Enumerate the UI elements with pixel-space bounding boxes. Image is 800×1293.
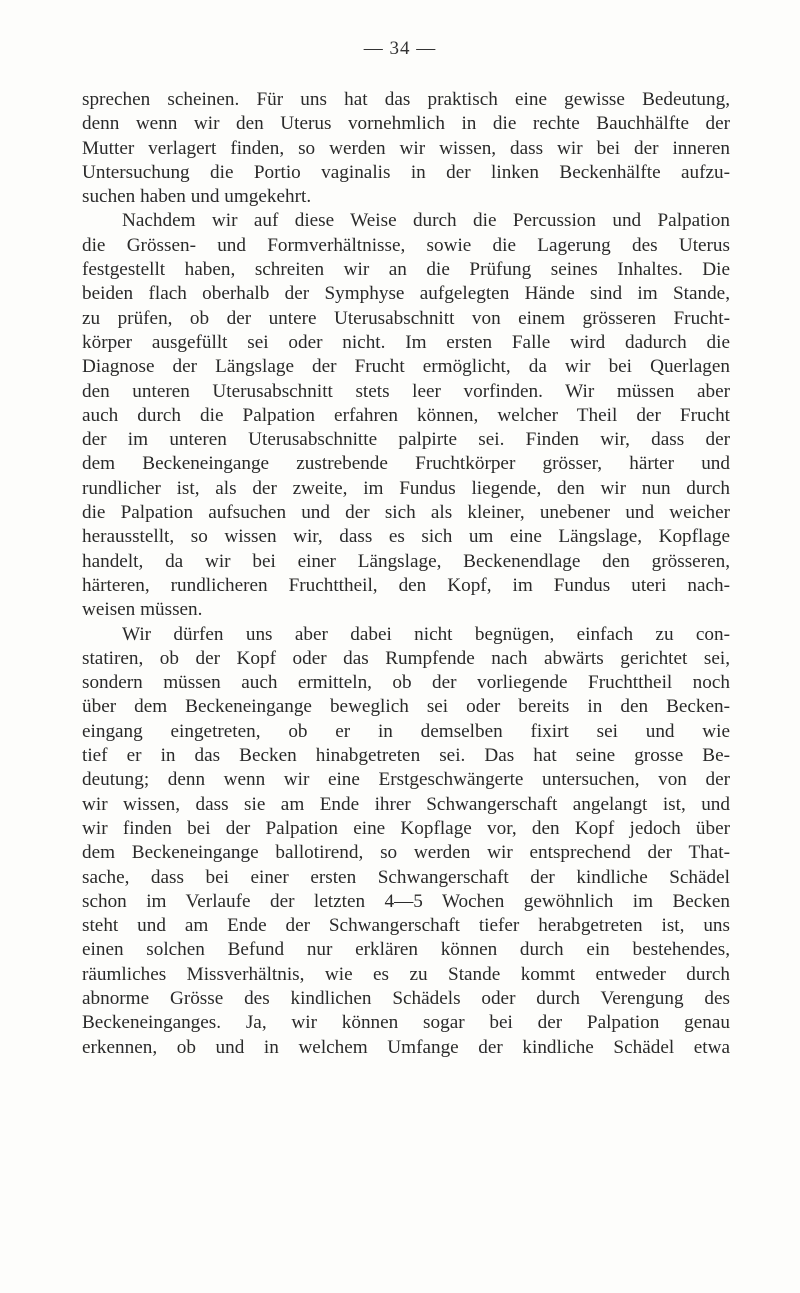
text-line: denn wenn wir den Uterus vornehmlich in die rechte Bauchhälfte der	[82, 113, 730, 135]
text-line: härteren, rundlicheren Fruchttheil, den Kopf, im Fundus uteri nach-	[82, 574, 730, 596]
text-line: deutung; denn wenn wir eine Erstgeschwängerte untersuchen, von der	[82, 769, 730, 791]
text-line: festgestellt haben, schreiten wir an die Prüfung seines Inhaltes. Die	[82, 259, 730, 281]
text-line: die Palpation aufsuchen und der sich als kleiner, unebener und weicher	[82, 502, 730, 524]
text-line: schon im Verlaufe der letzten 4—5 Wochen gewöhnlich im Becken	[82, 890, 730, 912]
text-line: den unteren Uterusabschnitt stets leer vorfinden. Wir müssen aber	[82, 380, 730, 402]
text-line: eingang eingetreten, ob er in demselben fixirt sei und wie	[82, 720, 730, 742]
text-line: rundlicher ist, als der zweite, im Fundus liegende, den wir nun durch	[82, 477, 730, 499]
text-line: sondern müssen auch ermitteln, ob der vorliegende Fruchttheil noch	[82, 672, 730, 694]
text-line: beiden flach oberhalb der Symphyse aufgelegten Hände sind im Stande,	[82, 283, 730, 305]
text-line: herausstellt, so wissen wir, dass es sich um eine Längslage, Kopflage	[82, 526, 730, 548]
text-line: statiren, ob der Kopf oder das Rumpfende nach abwärts gerichtet sei,	[82, 647, 730, 669]
text-line: handelt, da wir bei einer Längslage, Beckenendlage den grösseren,	[82, 550, 730, 572]
text-line: dem Beckeneingange ballotirend, so werden wir entsprechend der That-	[82, 842, 730, 864]
text-line: Untersuchung die Portio vaginalis in der linken Beckenhälfte aufzu-	[82, 161, 730, 183]
text-line: wir wissen, dass sie am Ende ihrer Schwangerschaft angelangt ist, und	[82, 793, 730, 815]
text-line: sprechen scheinen. Für uns hat das praktisch eine gewisse Bedeutung,	[82, 89, 730, 110]
text-line: körper ausgefüllt sei oder nicht. Im ersten Falle wird dadurch die	[82, 331, 730, 353]
page-number: — 34 —	[363, 38, 437, 59]
text-line: einen solchen Befund nur erklären können durch ein bestehendes,	[82, 939, 730, 961]
text-line: die Grössen- und Formverhältnisse, sowie die Lagerung des Uterus	[82, 234, 730, 256]
text-line: weisen müssen.	[82, 599, 203, 621]
text-line: zu prüfen, ob der untere Uterusabschnitt von einem grösseren Frucht-	[82, 307, 730, 329]
text-line: erkennen, ob und in welchem Umfange der kindliche Schädel etwa	[82, 1036, 730, 1058]
text-line: der im unteren Uterusabschnitte palpirte sei. Finden wir, dass der	[82, 429, 730, 451]
text-line: über dem Beckeneingange beweglich sei oder bereits in den Becken-	[82, 696, 730, 718]
text-line: sache, dass bei einer ersten Schwangerschaft der kindliche Schädel	[82, 866, 730, 888]
text-line: auch durch die Palpation erfahren können, welcher Theil der Frucht	[82, 404, 730, 426]
text-line: räumliches Missverhältnis, wie es zu Stande kommt entweder durch	[82, 963, 730, 985]
text-line: steht und am Ende der Schwangerschaft tiefer herabgetreten ist, uns	[82, 915, 730, 937]
text-line: Diagnose der Längslage der Frucht ermöglicht, da wir bei Querlagen	[82, 356, 730, 378]
body-text	[82, 88, 730, 1060]
text-line: suchen haben und umgekehrt.	[82, 186, 312, 208]
text-line: dem Beckeneingange zustrebende Fruchtkörper grösser, härter und	[82, 453, 730, 475]
text-line: wir finden bei der Palpation eine Kopflage vor, den Kopf jedoch über	[82, 817, 730, 839]
text-line: tief er in das Becken hinabgetreten sei. Das hat seine grosse Be-	[82, 745, 730, 767]
text-line: Mutter verlagert finden, so werden wir wissen, dass wir bei der inneren	[82, 137, 730, 159]
text-line: Beckeneinganges. Ja, wir können sogar bei der Palpation genau	[82, 1012, 730, 1034]
text-line: Nachdem wir auf diese Weise durch die Percussion und Palpation	[122, 210, 730, 232]
text-line: abnorme Grösse des kindlichen Schädels oder durch Verengung des	[82, 987, 730, 1009]
text-line: Wir dürfen uns aber dabei nicht begnügen, einfach zu con-	[122, 623, 730, 645]
